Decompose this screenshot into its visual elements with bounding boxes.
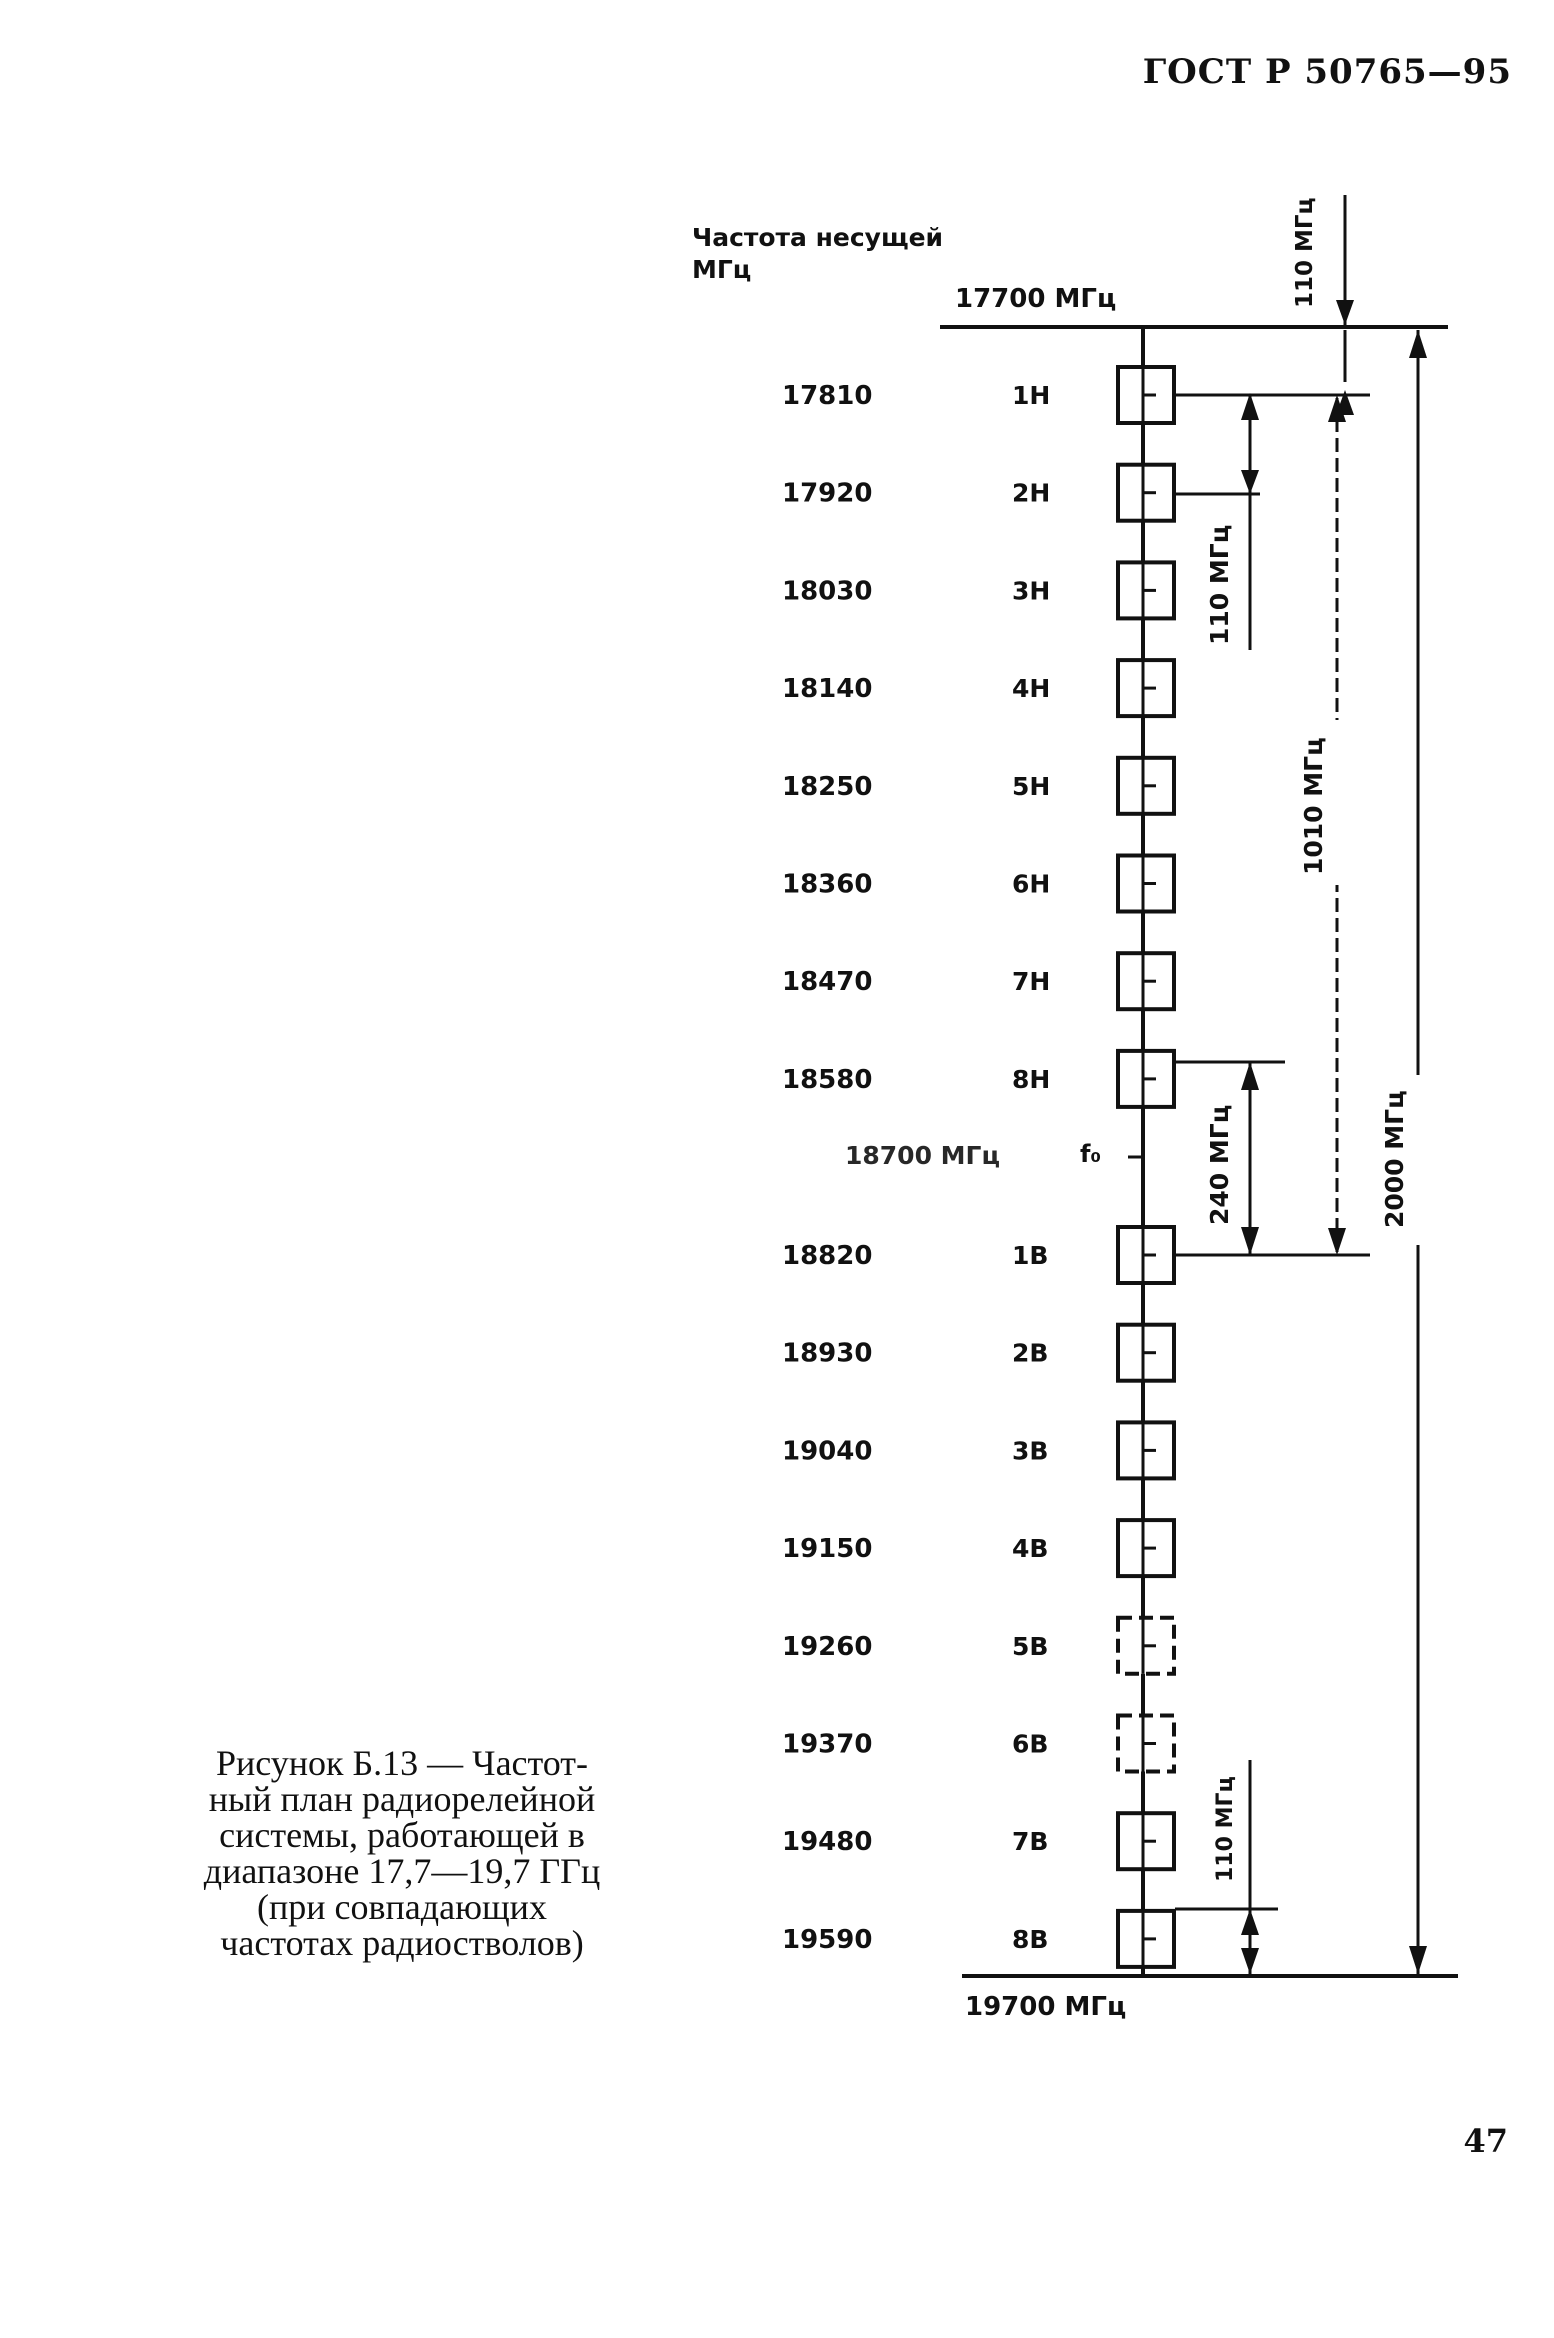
channel-frequency: 17810: [782, 381, 873, 411]
channel-frequency: 19370: [782, 1729, 873, 1760]
center-frequency-label: 18700 МГц: [845, 1141, 1001, 1170]
channel-name: 6В: [1012, 1729, 1049, 1759]
channel-row: [782, 953, 1174, 1009]
channel-name: 1Н: [1012, 381, 1051, 410]
total-band-dimension: [1380, 330, 1450, 1974]
channel-row: [782, 1618, 1174, 1674]
channel-frequency: 19590: [782, 1924, 873, 1955]
channel-frequency: 18930: [782, 1338, 873, 1369]
channel-frequency: 18140: [782, 674, 873, 705]
top-edge-label: 17700 МГц: [955, 284, 1117, 314]
channel-spacing-label: 110 МГц: [1205, 524, 1234, 645]
channel-name: 4Н: [1012, 674, 1051, 704]
total-band-label: 2000 МГц: [1380, 1090, 1409, 1228]
channel-name: 5Н: [1012, 771, 1051, 801]
top-offset-label: 110 МГц: [1292, 197, 1318, 308]
channel-row: [782, 660, 1174, 716]
channel-name: 7В: [1012, 1827, 1049, 1857]
top-offset-dimension: [1175, 195, 1370, 415]
channel-row: [782, 1422, 1174, 1478]
caption-line: ный план радиорелейной: [208, 1779, 596, 1819]
channel-frequency: 18250: [782, 771, 873, 802]
caption-line: (при совпадающих: [257, 1887, 547, 1927]
caption-line: диапазоне 17,7—19,7 ГГц: [203, 1851, 601, 1891]
channel-row: [782, 1911, 1174, 1967]
channel-name: 7Н: [1012, 967, 1051, 997]
channel-frequency: 17920: [782, 478, 873, 509]
center-marker-label: f₀: [1080, 1140, 1101, 1168]
channel-name: 8В: [1012, 1924, 1049, 1954]
lower-band-span-label: 1010 МГц: [1299, 737, 1328, 875]
channel-row: [782, 856, 1174, 912]
channel-row: [782, 1325, 1174, 1381]
channel-frequency: 19260: [782, 1631, 873, 1662]
document-header: ГОСТ Р 50765—95: [1142, 52, 1512, 92]
caption-line: системы, работающей в: [219, 1815, 585, 1855]
channel-frequency: 18360: [782, 869, 873, 900]
channel-row: [782, 1716, 1174, 1772]
channel-row: [782, 562, 1174, 618]
channel-name: 5В: [1012, 1631, 1049, 1661]
bottom-edge-label: 19700 МГц: [965, 1992, 1127, 2022]
center-gap-label: 240 МГц: [1205, 1104, 1234, 1225]
channel-frequency: 19480: [782, 1827, 873, 1858]
channel-name: 3Н: [1012, 576, 1051, 606]
column-title-line1: Частота несущей: [692, 223, 944, 252]
channel-name: 3В: [1012, 1436, 1049, 1466]
channel-frequency: 18470: [782, 967, 873, 998]
channel-name: 6Н: [1012, 869, 1051, 899]
channel-row: [782, 367, 1174, 423]
page-number: 47: [1463, 2122, 1508, 2160]
channel-frequency: 18820: [782, 1241, 873, 1271]
column-title-line2: МГц: [692, 255, 752, 284]
bottom-offset-dimension: [1175, 1760, 1278, 1974]
channel-row: [782, 1520, 1174, 1576]
center-gap-dimension: [1175, 1062, 1285, 1255]
channel-row: [782, 1051, 1174, 1107]
caption-line: Рисунок Б.13 — Частот-: [215, 1743, 589, 1783]
channel-frequency: 18580: [782, 1064, 873, 1095]
channel-row: [782, 1227, 1174, 1283]
channel-frequency: 19150: [782, 1534, 873, 1565]
caption-line: частотах радиостволов): [220, 1923, 584, 1963]
channel-frequency: 18030: [782, 576, 873, 607]
channel-name: 4В: [1012, 1534, 1049, 1564]
channel-name: 2В: [1012, 1338, 1049, 1368]
bottom-offset-label: 110 МГц: [1213, 1776, 1238, 1882]
channel-row: [782, 465, 1174, 521]
channel-row: [782, 1813, 1174, 1869]
channel-name: 2Н: [1012, 478, 1051, 508]
channel-spacing-dimension: [1175, 393, 1260, 650]
channel-row: [782, 758, 1174, 814]
channel-frequency: 19040: [782, 1436, 873, 1467]
channel-name: 8Н: [1012, 1064, 1051, 1094]
channel-name: 1В: [1012, 1241, 1049, 1270]
figure-caption: [172, 1745, 632, 1961]
